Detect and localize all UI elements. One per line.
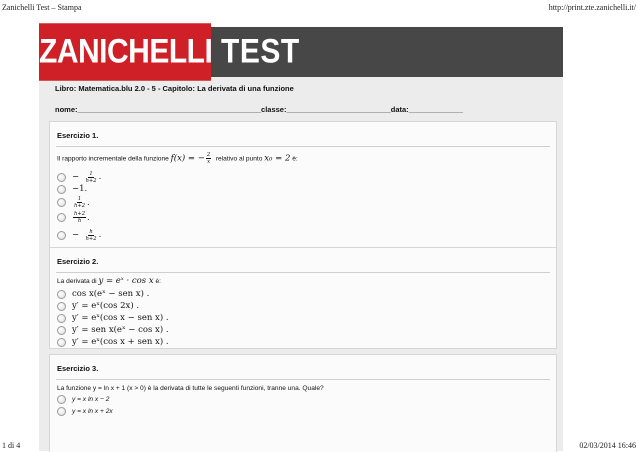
brand-logo-test: TEST: [221, 32, 300, 71]
exercise-card: [49, 354, 557, 452]
answer-option[interactable]: y′ = eˣ(cos x + sen x) .: [57, 337, 169, 347]
answer-option[interactable]: −1.: [57, 184, 87, 194]
divider: [56, 379, 550, 380]
divider: [56, 272, 550, 273]
exercise-question: La derivata di y = eˣ · cos x è:: [57, 276, 161, 286]
book-chapter-info: Libro: Matematica.blu 2.0 - 5 - Capitolo: La derivata di una funzione: [55, 84, 294, 93]
question-text-end: è:: [292, 155, 298, 163]
answer-option[interactable]: $\frac{1}{h+2}$ .: [57, 196, 90, 209]
question-text-mid: relativo al punto: [215, 155, 263, 163]
radio-button[interactable]: [57, 338, 66, 347]
answer-option[interactable]: cos x(eˣ − sen x) .: [57, 289, 149, 299]
answer-option[interactable]: − $\frac{1}{h+2}$ .: [57, 168, 101, 186]
exercise-card: [49, 121, 557, 267]
radio-button[interactable]: [57, 185, 66, 194]
print-header-url: http://print.zte.zanichelli.it/: [548, 3, 636, 12]
radio-button[interactable]: [57, 407, 66, 416]
divider: [56, 146, 550, 147]
radio-button[interactable]: [57, 290, 66, 299]
answer-option[interactable]: − $\frac{h}{h+2}$ .: [57, 226, 101, 244]
radio-button[interactable]: [57, 198, 66, 207]
answer-option[interactable]: y = x ln x + 2x: [57, 407, 113, 416]
exercise-title: Esercizio 3.: [57, 364, 99, 373]
print-footer-date: 02/03/2014 16:46: [579, 441, 636, 450]
test-sheet: [39, 27, 563, 451]
brand-logo-zanichelli: ZANICHELLI: [39, 23, 211, 81]
answer-option[interactable]: y′ = sen x(eˣ − cos x) .: [57, 325, 169, 335]
answer-option[interactable]: y′ = eˣ(cos x − sen x) .: [57, 313, 169, 323]
function-fraction: $\frac{2}{x}$: [206, 152, 211, 165]
print-header-title: Zanichelli Test – Stampa: [2, 3, 82, 12]
exercise-title: Esercizio 2.: [57, 257, 99, 266]
student-fields-line: nome:____________________________________________classe:_________________________data:_____________: [55, 105, 463, 114]
brand-banner: [39, 27, 563, 77]
point-formula: x₀ = 2: [264, 153, 291, 164]
radio-button[interactable]: [57, 395, 66, 404]
radio-button[interactable]: [57, 326, 66, 335]
exercise-question: [57, 152, 298, 165]
radio-button[interactable]: [57, 213, 66, 222]
derivative-formula: y = eˣ · cos x: [98, 276, 154, 286]
question-text: Il rapporto incrementale della funzione: [57, 155, 169, 163]
exercise-question: La funzione y = ln x + 1 (x > 0) è la derivata di tutte le seguenti funzioni, tranne una. Quale?: [57, 385, 324, 392]
radio-button[interactable]: [57, 302, 66, 311]
answer-option[interactable]: $\frac{h+2}{h}$ .: [57, 211, 90, 224]
exercise-title: Esercizio 1.: [57, 131, 99, 140]
print-footer-page: 1 di 4: [2, 441, 21, 450]
radio-button[interactable]: [57, 231, 66, 240]
answer-option[interactable]: y = x ln x − 2: [57, 395, 109, 404]
answer-option[interactable]: y′ = eˣ(cos 2x) .: [57, 301, 139, 311]
function-formula: f(x) = −: [170, 153, 205, 164]
exercise-card: [49, 247, 557, 349]
radio-button[interactable]: [57, 173, 66, 182]
radio-button[interactable]: [57, 314, 66, 323]
